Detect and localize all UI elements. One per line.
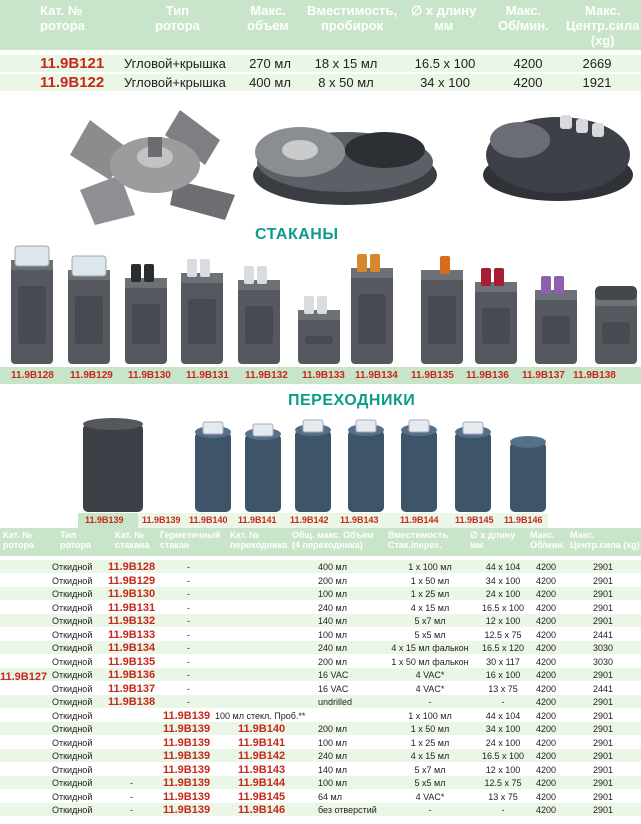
top-table-row: [0, 74, 641, 91]
top-header-cell: Тип ротора: [155, 3, 200, 33]
rotor-type: Откидной: [52, 643, 93, 653]
rotor-swing-image: [60, 95, 245, 230]
rotor-type: Откидной: [52, 697, 93, 707]
top-table-row: [0, 55, 641, 72]
rotor-type: Откидной: [52, 562, 93, 572]
bottom-table-row: [0, 641, 641, 654]
bucket-image: [178, 236, 226, 366]
adapter-label: 11.9B139: [142, 515, 181, 525]
bottom-header-cell: Макс. Об/мин.: [530, 530, 566, 550]
bucket-label: 11.9B131: [186, 370, 229, 381]
max-force: 2901: [592, 670, 614, 680]
bucket-image: [592, 236, 640, 366]
bucket-label: 11.9B136: [466, 370, 509, 381]
rotor-type: Откидной: [52, 602, 93, 613]
bottom-table-row: [0, 601, 641, 614]
adapter-cat: 11.9B142: [238, 750, 286, 762]
rotor-type: Откидной: [52, 670, 93, 680]
bottom-table-row: [0, 749, 641, 762]
max-force: 2901: [592, 805, 614, 815]
max-rpm: 4200: [535, 643, 557, 653]
adapter-image: [242, 402, 284, 514]
adapter-cat: 11.9B145: [238, 790, 286, 803]
bottom-table-row: [0, 655, 641, 668]
adapter-cat: 11.9B141: [238, 736, 286, 749]
bottom-table-row: [0, 722, 641, 735]
max-force: 2901: [592, 710, 614, 721]
top-cell: 34 x 100: [420, 75, 470, 90]
total-volume: 240 мл: [318, 643, 347, 653]
total-volume: 240 мл: [318, 751, 347, 761]
section-title-adapters: ПЕРЕХОДНИКИ: [288, 392, 416, 409]
sealed-bucket: 11.9B139: [163, 750, 211, 762]
bucket-cat: 11.9B130: [108, 588, 156, 600]
dimensions: 24 x 100: [485, 737, 521, 748]
capacity: 5 x5 мл: [414, 778, 446, 788]
max-force: 2901: [592, 751, 614, 761]
bucket-cat: -: [130, 778, 133, 788]
bucket-image: [8, 236, 56, 366]
rotor-type: Откидной: [52, 778, 93, 788]
bottom-table-header: [0, 528, 641, 556]
max-rpm: 4200: [535, 791, 557, 802]
bucket-cat: 11.9B129: [108, 574, 156, 587]
bucket-image: [532, 236, 580, 366]
capacity: 1 x 25 мл: [410, 737, 450, 748]
max-force: 2901: [592, 764, 614, 775]
max-force: 2901: [592, 737, 614, 748]
top-header-cell: Макс. объем: [247, 3, 289, 33]
rotor-cat-number: 11.9B122: [40, 74, 105, 91]
dimensions: 16 x 100: [485, 670, 521, 680]
bottom-table-row: [0, 776, 641, 789]
max-rpm: 4200: [535, 589, 557, 599]
top-cell: 1921: [582, 75, 612, 90]
rotor-type: Откидной: [52, 656, 93, 667]
dimensions: 12 x 100: [485, 616, 521, 626]
rotor-type: Откидной: [52, 805, 93, 815]
capacity: -: [428, 805, 432, 815]
bottom-header-cell: Кат. № стакана: [115, 530, 150, 550]
sealed-bucket: 11.9B139: [163, 723, 211, 735]
bucket-label: 11.9B137: [522, 370, 565, 381]
adapter-label: 11.9B139: [85, 515, 124, 525]
bucket-label: 11.9B129: [70, 370, 113, 381]
rotor-type: Откидной: [52, 616, 93, 626]
max-rpm: 4200: [535, 602, 557, 613]
dimensions: 34 x 100: [485, 575, 521, 586]
sealed-bucket: 11.9B139: [163, 736, 211, 749]
sealed-bucket: -: [187, 602, 190, 613]
bucket-image: [418, 236, 466, 366]
rotor-type: Откидной: [52, 764, 93, 775]
bottom-table-row: [0, 709, 641, 722]
total-volume: 16 VAC: [318, 670, 349, 680]
bucket-cat: 11.9B138: [108, 696, 156, 708]
bucket-label: 11.9B130: [128, 370, 171, 381]
rotor-type: Откидной: [52, 791, 93, 802]
capacity: 5 x5 мл: [414, 629, 446, 640]
adapter-label: 11.9B141: [238, 515, 277, 525]
capacity: 1 x 50 мл фалькон: [391, 656, 469, 667]
total-volume: 100 мл: [318, 589, 347, 599]
total-volume: 100 мл: [318, 629, 347, 640]
adapter-image: [398, 402, 440, 514]
bucket-cat: -: [130, 791, 133, 802]
top-table-header: [0, 0, 641, 50]
sealed-bucket: -: [187, 697, 190, 707]
capacity: 4 x 15 мл фалькон: [391, 643, 469, 653]
adapter-label: 11.9B144: [400, 515, 439, 525]
sealed-bucket: -: [187, 670, 190, 680]
max-rpm: 4200: [535, 629, 557, 640]
rotor-type: Откидной: [52, 724, 93, 734]
total-volume: 240 мл: [318, 602, 347, 613]
bottom-table-row: [0, 628, 641, 641]
bucket-image: [122, 236, 170, 366]
dimensions: 12.5 x 75: [484, 778, 522, 788]
dimensions: 12.5 x 75: [484, 629, 522, 640]
rotor-angle-tubes-image: [480, 95, 635, 205]
dimensions: 16.5 x 120: [481, 643, 525, 653]
adapter-cat: 11.9B143: [238, 763, 286, 776]
max-rpm: 4200: [535, 562, 557, 572]
total-volume: 64 мл: [318, 791, 342, 802]
sealed-bucket: -: [187, 643, 190, 653]
dimensions: 13 x 75: [488, 683, 518, 694]
bucket-cat: 11.9B131: [108, 601, 156, 614]
capacity: 4 VAC*: [415, 670, 445, 680]
adapter-label: 11.9B145: [455, 515, 494, 525]
bucket-label: 11.9B132: [245, 370, 288, 381]
adapter-label: 11.9B143: [340, 515, 379, 525]
sealed-bucket: -: [187, 562, 190, 572]
bottom-table-row: [0, 587, 641, 600]
max-force: 2901: [592, 791, 614, 802]
max-rpm: 4200: [535, 656, 557, 667]
max-rpm: 4200: [535, 764, 557, 775]
max-force: 2901: [592, 562, 614, 572]
total-volume: 140 мл: [318, 764, 347, 775]
adapter-image: [507, 402, 549, 514]
rotor-type: Откидной: [52, 683, 93, 694]
dimensions: 24 x 100: [485, 589, 521, 599]
total-volume: 16 VAC: [318, 683, 349, 694]
top-cell: 4200: [513, 56, 543, 71]
dimensions: 13 x 75: [488, 791, 518, 802]
capacity: 4 x 15 мл: [410, 751, 450, 761]
top-header-cell: Вместимость, пробирок: [307, 3, 398, 33]
sealed-bucket: -: [187, 683, 190, 694]
capacity: 1 x 100 мл: [408, 710, 452, 721]
bucket-image: [65, 236, 113, 366]
capacity: 5 x7 мл: [414, 764, 446, 775]
capacity: 1 x 50 мл: [410, 575, 450, 586]
top-cell: 2669: [582, 56, 612, 71]
rotor-type: Откидной: [52, 751, 93, 761]
bucket-image: [295, 236, 343, 366]
rotor-type: Откидной: [52, 629, 93, 640]
bucket-cat: 11.9B128: [108, 561, 156, 573]
section-title-buckets: СТАКАНЫ: [255, 226, 339, 243]
max-rpm: 4200: [535, 697, 557, 707]
sealed-bucket: 11.9B139: [163, 804, 211, 816]
bottom-header-cell: Тип ротора: [60, 530, 92, 550]
adapter-label: 11.9B140: [189, 515, 228, 525]
total-volume: 200 мл: [318, 656, 347, 667]
sealed-bucket: 11.9B139: [163, 763, 211, 776]
max-force: 2441: [592, 629, 614, 640]
bottom-header-cell: Общ. макс. Объем (4 переходника): [292, 530, 374, 550]
max-force: 3030: [592, 643, 614, 653]
adapter-cat: 11.9B144: [238, 777, 286, 789]
total-volume: 100 мл: [318, 737, 347, 748]
bucket-label: 11.9B135: [411, 370, 454, 381]
top-cell: 4200: [513, 75, 543, 90]
adapter-image: [452, 402, 494, 514]
max-rpm: 4200: [535, 737, 557, 748]
bottom-table-row: [0, 682, 641, 695]
bottom-header-cell: Кат. № ротора: [3, 530, 35, 550]
rotor-type: Откидной: [52, 737, 93, 748]
total-volume: 200 мл: [318, 724, 347, 734]
bottom-table-row: [0, 560, 641, 573]
bucket-label: 11.9B134: [355, 370, 398, 381]
bottom-table-row: [0, 695, 641, 708]
total-volume: 100 мл: [318, 778, 347, 788]
dimensions: 44 x 104: [485, 710, 521, 721]
capacity: 1 x 25 мл: [410, 589, 450, 599]
max-rpm: 4200: [535, 724, 557, 734]
bottom-table-row: [0, 668, 641, 681]
max-rpm: 4200: [535, 670, 557, 680]
capacity: -: [428, 697, 432, 707]
top-header-cell: Макс. Центр.сила (xg): [566, 3, 640, 48]
max-rpm: 4200: [535, 710, 557, 721]
rotor-type: Откидной: [52, 575, 93, 586]
sealed-bucket: -: [187, 656, 190, 667]
dimensions: 44 x 104: [485, 562, 521, 572]
bucket-cat: 11.9B134: [108, 642, 156, 654]
total-volume: undrilled: [318, 697, 353, 707]
top-cell: Угловой+крышка: [124, 56, 226, 71]
bottom-table-row: [0, 790, 641, 803]
max-rpm: 4200: [535, 616, 557, 626]
sealed-bucket: 11.9B139: [163, 777, 211, 789]
rotor-type: Откидной: [52, 710, 93, 721]
bucket-label: 11.9B138: [573, 370, 616, 381]
top-cell: Угловой+крышка: [124, 75, 226, 90]
capacity: 1 x 50 мл: [410, 724, 450, 734]
top-header-cell: ∅ х длину мм: [411, 3, 477, 33]
bottom-table-row: [0, 574, 641, 587]
bucket-image: [348, 236, 396, 366]
dimensions: -: [501, 805, 505, 815]
dimensions: 16.5 x 100: [481, 751, 525, 761]
sealed-bucket: -: [187, 616, 190, 626]
bottom-table-row: [0, 763, 641, 776]
bucket-cat: 11.9B132: [108, 615, 156, 627]
max-force: 2901: [592, 602, 614, 613]
dimensions: 30 x 117: [486, 656, 520, 667]
bottom-header-cell: Герметичный стакан: [160, 530, 221, 550]
bottom-header-cell: Вместимость Стак./перех.: [388, 530, 448, 550]
bucket-image: [235, 236, 283, 366]
capacity: 5 x7 мл: [414, 616, 446, 626]
top-cell: 18 x 15 мл: [314, 56, 378, 71]
capacity: 4 VAC*: [415, 683, 445, 694]
capacity: 4 x 15 мл: [410, 602, 450, 613]
total-volume: без отверстий: [318, 805, 377, 815]
dimensions: 34 x 100: [485, 724, 521, 734]
max-rpm: 4200: [535, 575, 557, 586]
top-cell: 270 мл: [249, 56, 291, 71]
max-rpm: 4200: [535, 778, 557, 788]
dimensions: -: [501, 697, 505, 707]
adapter-image: [292, 402, 334, 514]
bucket-label: 11.9B133: [302, 370, 345, 381]
sealed-bucket: 11.9B139: [163, 709, 211, 722]
max-force: 2441: [592, 683, 614, 694]
bucket-image: [472, 236, 520, 366]
top-cell: 400 мл: [249, 75, 291, 90]
sealed-bucket: -: [187, 589, 190, 599]
bucket-cat: 11.9B135: [108, 655, 156, 668]
sealed-bucket: -: [187, 575, 190, 586]
total-volume: 140 мл: [318, 616, 347, 626]
capacity: 1 x 100 мл: [408, 562, 452, 572]
bottom-table-row: [0, 614, 641, 627]
rotor-type: Откидной: [52, 589, 93, 599]
rotor-cat-number: 11.9B121: [40, 55, 105, 72]
sealed-bucket: -: [187, 629, 190, 640]
adapter-label: 11.9B146: [504, 515, 543, 525]
top-cell: 16.5 x 100: [414, 56, 476, 71]
bottom-header-cell: Кат. № переходника: [230, 530, 288, 550]
total-volume: 400 мл: [318, 562, 347, 572]
bucket-cat: 11.9B136: [108, 669, 156, 681]
adapter-image: [192, 402, 234, 514]
sealed-bucket: 11.9B139: [163, 790, 211, 803]
top-cell: 8 x 50 мл: [318, 75, 374, 90]
total-volume: 100 мл стекл. Проб.**: [215, 710, 306, 721]
bottom-header-cell: Макс. Центр.сила (xg): [570, 530, 640, 550]
bottom-header-cell: ∅ х длину мм: [470, 530, 516, 550]
total-volume: 200 мл: [318, 575, 347, 586]
max-rpm: 4200: [535, 683, 557, 694]
adapter-image: [345, 402, 387, 514]
max-force: 3030: [592, 656, 614, 667]
top-header-cell: Кат. № ротора: [40, 3, 85, 33]
bottom-table-row: [0, 736, 641, 749]
dimensions: 12 x 100: [485, 764, 521, 775]
max-force: 2901: [592, 724, 614, 734]
bucket-cat: 11.9B137: [108, 682, 156, 695]
adapter-cat: 11.9B140: [238, 723, 286, 735]
max-rpm: 4200: [535, 805, 557, 815]
max-force: 2901: [592, 575, 614, 586]
bottom-table-row: [0, 803, 641, 816]
bucket-cat: 11.9B133: [108, 628, 156, 641]
bucket-cat: -: [130, 805, 133, 815]
adapter-cat: 11.9B146: [238, 804, 286, 816]
rotor-cat-11.9B127: 11.9B127: [0, 671, 48, 683]
rotor-angle-lid-image: [245, 110, 440, 210]
max-rpm: 4200: [535, 751, 557, 761]
max-force: 2901: [592, 616, 614, 626]
dimensions: 16.5 x 100: [481, 602, 525, 613]
max-force: 2901: [592, 697, 614, 707]
capacity: 4 VAC*: [415, 791, 445, 802]
adapter-label: 11.9B142: [290, 515, 329, 525]
top-header-cell: Макс. Об/мин.: [498, 3, 549, 33]
bucket-label: 11.9B128: [11, 370, 54, 381]
sealed-bucket-image: [80, 402, 146, 514]
max-force: 2901: [592, 778, 614, 788]
max-force: 2901: [592, 589, 614, 599]
